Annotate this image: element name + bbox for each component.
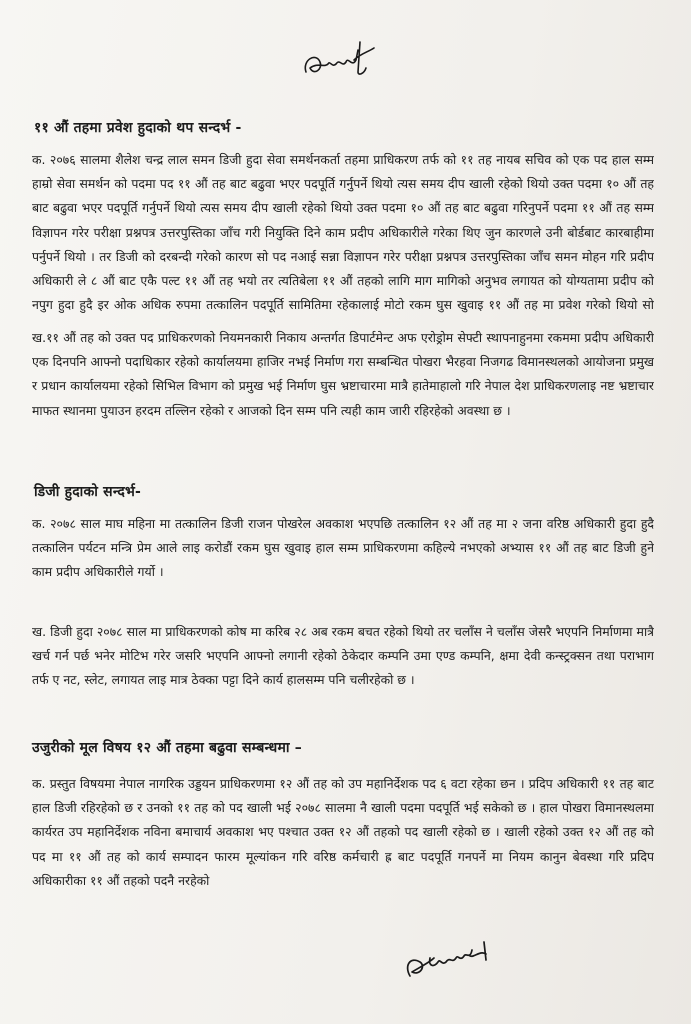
section-heading: डिजी हुदाको सन्दर्भ- bbox=[34, 484, 142, 500]
section-heading: ११ औं तहमा प्रवेश हुदाको थप सन्दर्भ - bbox=[34, 120, 242, 136]
paragraph: क. २०७६ सालमा शैलेश चन्द्र लाल समन डिजी हुदा सेवा समर्थनकर्ता तहमा प्राधिकरण तर्फ को ११ तह नायब सचिव को एक पद हाल सम्म हाम्रो सेवा समर्थन को पदमा पद ११ औं तह बाट बढुवा भएर पदपूर्ति गर्नुपर्ने थियो त्यस समय दीप खाली रहेको थियो उक्त पदमा १० औं तह बाट बढुवा भएर पदपूर्ति गर्नुपर्ने थियो त्यस समय दीप खाली रहेको थियो उक्त पदमा १० औं तह बाट बढुवा गरिनुपर्ने पदमा ११ औं तह सम्म विज्ञापन गरेर परीक्षा प्रश्नपत्र उत्तरपुस्तिका जाँच गरी नियुक्ति दिने काम प्रदीप अधिकारीले गरेका थिए जुन कारणले उनी बोर्डबाट कारबाहीमा पर्नुपर्ने थियो । तर डिजी को दरबन्दी गरेको कारण सो पद नआई सन्ना विज्ञापन गरेर परीक्षा प्रश्नपत्र उत्तरपुस्तिका जाँच समन मोहन गरि प्रदीप अधिकारी ले ८ औं बाट एकै पल्ट ११ औं तह भयो तर त्यतिबेला ११ औं तहको लागि माग मागिको अनुभव लगायत को योग्यतामा प्रदीप को नपुग हुदा हुदै इर ओक अधिक रुपमा तत्कालिन पदपूर्ति सामितिमा रहेकालाई मोटो रकम घुस खुवाइ ११ औं तह मा प्रवेश गरेको थियो सो bbox=[32, 152, 654, 313]
paragraph: ख. डिजी हुदा २०७८ साल मा प्राधिकरणको कोष मा करिब २८ अब रकम बचत रहेको थियो तर चलाँस ने चलाँस जेसरै भएपनि निर्माणमा मात्रै खर्च गर्न पर्छ भनेर मोटिभ गरेर जसरि भएपनि आफ्नो लगानी रहेको ठेकेदार कम्पनि उमा एण्ड कम्पनि, क्षमा देवी कन्स्ट्रक्सन तथा पराभाग तर्फ ए नट, स्लेट, लगायत लाइ मात्र ठेक्का पट्टा दिने कार्य हालसम्म पनि चलीरहेको छ । bbox=[32, 624, 654, 688]
handwritten-signature-top bbox=[300, 38, 380, 88]
paragraph: क. २०७८ साल माघ महिना मा तत्कालिन डिजी राजन पोखरेल अवकाश भएपछि तत्कालिन १२ औं तह मा २ जना वरिष्ठ अधिकारी हुदा हुदै तत्कालिन पर्यटन मन्त्रि प्रेम आले लाइ करोडौं रकम घुस खुवाइ हाल सम्म प्राधिकरणमा कहिल्ये नभएको अभ्यास ११ औं तह बाट डिजी हुने काम प्रदीप अधिकारीले गर्यो । bbox=[32, 516, 654, 580]
handwritten-signature-bottom bbox=[400, 932, 510, 988]
section-heading: उजुरीको मूल विषय १२ औं तहमा बढुवा सम्बन्धमा – bbox=[32, 740, 302, 756]
paragraph: ख.११ औं तह को उक्त पद प्राधिकरणको नियमनकारी निकाय अन्तर्गत डिपार्टमेन्ट अफ एरोड्रोम सेफ्टी स्थापनाहुनमा रकममा प्रदीप अधिकारी एक दिनपनि आफ्नो पदाधिकार रहेको कार्यालयमा हाजिर नभई निर्माण गरा सम्बन्धित पोखरा भैरहवा निजगढ विमानस्थलको आयोजना प्रमुख र प्रधान कार्यालयमा रहेको सिभिल विभाग को प्रमुख भई निर्माण घुस भ्रष्टाचारमा मात्रै हातेमाहालो गरि नेपाल देश प्राधिकरणलाइ नष्ट भ्रष्टाचार माफत स्थानमा पुयाउन हरदम तल्लिन रहेको र आजको दिन सम्म पनि त्यही काम जारी रहिरहेको अवस्था छ । bbox=[32, 330, 654, 418]
paragraph: क. प्रस्तुत विषयमा नेपाल नागरिक उड्डयन प्राधिकरणमा १२ औं तह को उप महानिर्देशक पद ६ वटा रहेका छन । प्रदिप अधिकारी ११ तह बाट हाल डिजी रहिरहेको छ र उनको ११ तह को पद खाली भई २०७८ सालमा नै खाली पदमा पदपूर्ति भई सकेको छ । हाल पोखरा विमानस्थलमा कार्यरत उप महानिर्देशक नविना बमाचार्य अवकाश भए पश्चात उक्त १२ औं तहको पद खाली रहेको छ । खाली रहेको उक्त १२ औं तह को पद मा ११ औं तह को कार्य सम्पादन फारम मूल्यांकन गरि वरिष्ठ कर्मचारी ह्र बाट पदपूर्ति गनपर्ने मा नियम कानुन बेवस्था गरि प्रदिप अधिकारीका ११ औं तहको पदनै नरहेको bbox=[32, 776, 654, 888]
